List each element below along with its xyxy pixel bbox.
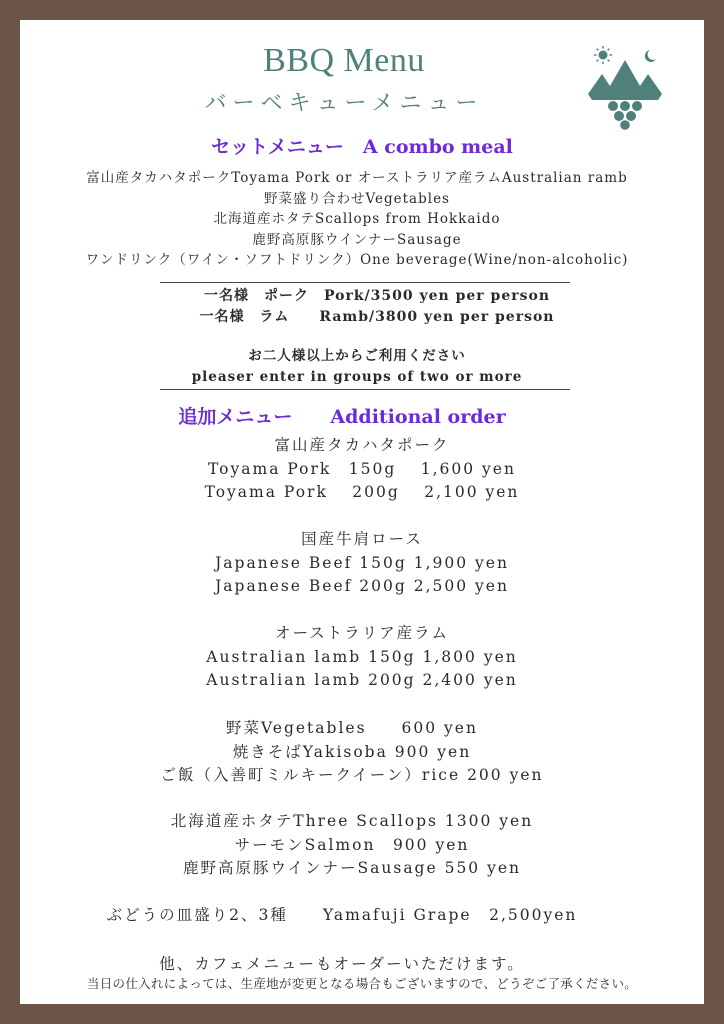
seafood-block [10,810,694,881]
menu-line: Australian lamb 200g 2,400 yen [206,671,518,689]
combo-item: 鹿野高原豚ウインナーSausage [252,231,462,248]
menu-line: 野菜Vegetables 600 yen [226,719,478,737]
disclaimer: 当日の仕入れによっては、生産地が変更となる場合もございますので、どうぞご了承ください。 [86,976,638,991]
menu-page [20,20,704,1004]
sides-block [10,717,694,788]
divider [160,389,570,390]
cafe-note: 他、カフェメニューもオーダーいただけます。 [159,955,525,973]
combo-item: 野菜盛り合わせVegetables [264,190,450,207]
additional-heading: 追加メニュー Additional order [178,406,506,428]
combo-heading: セットメニュー A combo meal [211,136,513,158]
combo-items [15,168,699,271]
beef-block [20,528,704,599]
lamb-block [20,622,704,693]
price-pork: 一名様 ポーク Pork/3500 yen per person [203,288,551,304]
combo-prices [35,286,719,328]
combo-item: 北海道産ホタテScallops from Hokkaido [213,211,501,227]
menu-line: Japanese Beef 200g 2,500 yen [215,577,509,595]
group-note-en: pleaser enter in groups of two or more [191,369,523,385]
menu-line: 焼きそばYakisoba 900 yen [232,742,472,761]
combo-item: 富山産タカハタポークToyama Pork or オーストラリア産ラムAustralian ramb [86,170,628,186]
menu-line: ご飯（入善町ミルキークイーン）rice 200 yen [160,766,544,784]
menu-line: オーストラリア産ラム [274,624,450,642]
menu-line: 富山産タカハタポーク [274,436,450,454]
divider [160,282,570,283]
page-subtitle: バーベキューメニュー [204,91,484,116]
menu-line: Japanese Beef 150g 1,900 yen [215,553,509,572]
grape-line: ぶどうの皿盛り2、3種 Yamafuji Grape 2,500yen [106,906,578,924]
menu-line: 北海道産ホタテThree Scallops 1300 yen [170,812,534,830]
menu-line: 国産牛肩ロース [301,530,423,548]
menu-line: Toyama Pork 150g 1,600 yen [208,459,516,478]
price-lamb: 一名様 ラム Ramb/3800 yen per person [199,309,555,325]
combo-item: ワンドリンク（ワイン・ソフトドリンク）One beverage(Wine/non-alcoholic) [85,252,629,268]
pork-block [20,434,704,505]
menu-line: 鹿野高原豚ウインナーSausage 550 yen [182,859,522,877]
group-note-jp: お二人様以上からご利用ください [248,348,466,364]
menu-line: サーモンSalmon 900 yen [234,835,470,854]
page-title: BBQ Menu [263,42,425,79]
menu-line: Toyama Pork 200g 2,100 yen [204,483,520,501]
grape-mountain-logo-icon [586,44,664,130]
menu-line: Australian lamb 150g 1,800 yen [206,647,518,666]
group-note [15,346,699,388]
